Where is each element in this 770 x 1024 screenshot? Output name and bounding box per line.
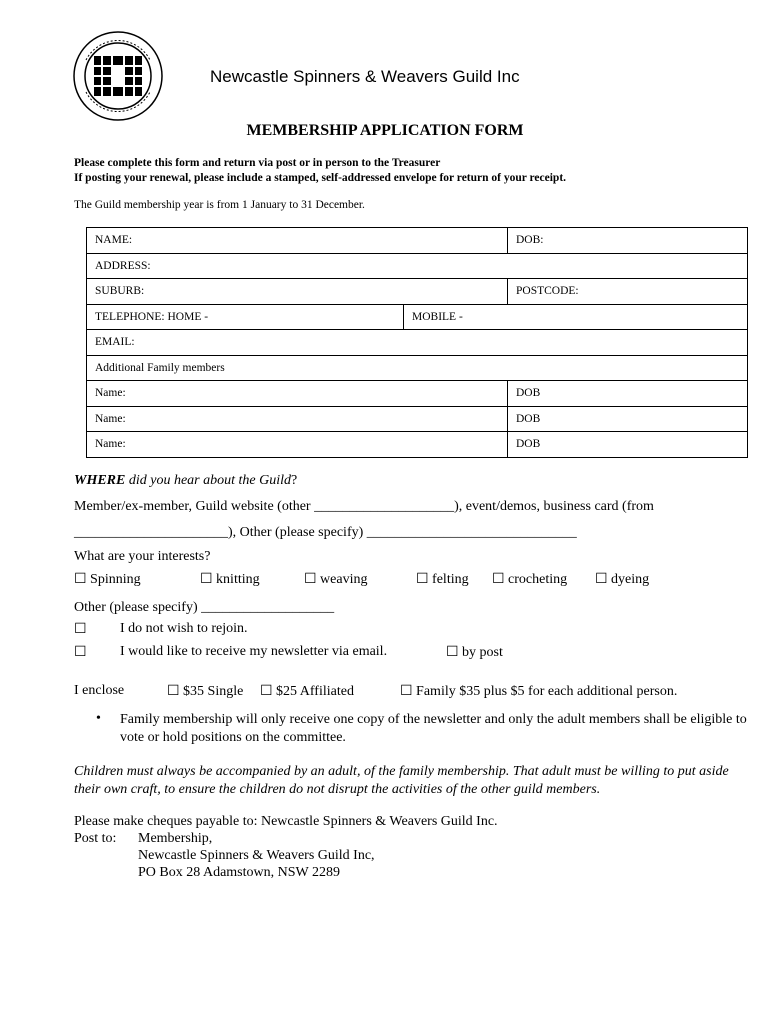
interest-knitting-checkbox[interactable]: ☐ knitting <box>200 572 260 587</box>
newsletter-email-checkbox[interactable]: ☐ <box>74 645 87 660</box>
where-options-line1[interactable]: Member/ex-member, Guild website (other ____________________), event/demos, business card (from <box>74 499 654 514</box>
table-row <box>87 406 748 432</box>
guild-seal-icon <box>72 30 164 122</box>
address-field[interactable]: ADDRESS: <box>87 253 748 279</box>
family-name-field[interactable]: Name: <box>87 406 508 432</box>
family-dob-field[interactable]: DOB <box>508 406 748 432</box>
family-name-field[interactable]: Name: <box>87 432 508 458</box>
where-question <box>74 473 297 489</box>
table-row <box>87 432 748 458</box>
postal-address-line3: PO Box 28 Adamstown, NSW 2289 <box>138 865 340 880</box>
where-question-bold: WHERE <box>74 473 126 488</box>
interests-question: What are your interests? <box>74 549 211 564</box>
suburb-field[interactable]: SUBURB: <box>87 279 508 305</box>
postal-address-line2: Newcastle Spinners & Weavers Guild Inc, <box>138 848 375 863</box>
table-row <box>87 228 748 254</box>
family-dob-field[interactable]: DOB <box>508 381 748 407</box>
applicant-details-table <box>86 227 748 458</box>
where-options-line2[interactable]: ______________________), Other (please specify) ______________________________ <box>74 525 577 540</box>
interest-crocheting-checkbox[interactable]: ☐ crocheting <box>492 572 568 587</box>
where-question-mark: ? <box>291 473 298 488</box>
dob-field[interactable]: DOB: <box>508 228 748 254</box>
postal-address-line1: Membership, <box>138 831 213 846</box>
postcode-field[interactable]: POSTCODE: <box>508 279 748 305</box>
newsletter-email-label: I would like to receive my newsletter via email. <box>120 644 388 659</box>
family-membership-checkbox[interactable]: ☐ Family $35 plus $5 for each additional person. <box>400 684 678 699</box>
interests-other-field[interactable]: Other (please specify) ___________________ <box>74 600 335 615</box>
no-rejoin-checkbox[interactable]: ☐ <box>74 622 87 637</box>
single-membership-checkbox[interactable]: ☐ $35 Single <box>167 684 244 699</box>
interest-spinning-checkbox[interactable]: ☐ Spinning <box>74 572 141 587</box>
family-dob-field[interactable]: DOB <box>508 432 748 458</box>
newsletter-post-checkbox[interactable]: ☐ by post <box>446 645 503 660</box>
form-title: MEMBERSHIP APPLICATION FORM <box>246 122 524 139</box>
cheques-payable: Please make cheques payable to: Newcastle Spinners & Weavers Guild Inc. <box>74 814 498 829</box>
post-to-label: Post to: <box>74 831 117 846</box>
membership-year-note: The Guild membership year is from 1 January to 31 December. <box>74 199 365 211</box>
organisation-name: Newcastle Spinners & Weavers Guild Inc <box>210 67 520 86</box>
bullet-icon: • <box>96 711 101 726</box>
children-note: Children must always be accompanied by an adult, of the family membership. That adult must be willing to put aside their own craft, to ensure the children do not disrupt the activities of the other guild members. <box>74 764 729 797</box>
mobile-field[interactable]: MOBILE - <box>404 304 748 330</box>
name-field[interactable]: NAME: <box>87 228 508 254</box>
guild-logo <box>72 30 164 122</box>
interest-dyeing-checkbox[interactable]: ☐ dyeing <box>595 572 650 587</box>
table-row <box>87 279 748 305</box>
table-row <box>87 381 748 407</box>
table-row <box>87 253 748 279</box>
enclose-label: I enclose <box>74 683 125 698</box>
where-question-text: did you hear about the Guild <box>125 473 292 488</box>
no-rejoin-label: I do not wish to rejoin. <box>120 621 248 636</box>
family-membership-note-text: Family membership will only receive one copy of the newsletter and only the adult members shall be eligible to vote or hold positions on the committee. <box>120 712 747 745</box>
instruction-renewal: If posting your renewal, please include a stamped, self-addressed envelope for return of your receipt. <box>74 172 567 184</box>
table-row <box>87 330 748 356</box>
telephone-home-field[interactable]: TELEPHONE: HOME - <box>87 304 404 330</box>
table-row <box>87 304 748 330</box>
interest-felting-checkbox[interactable]: ☐ felting <box>416 572 469 587</box>
interest-weaving-checkbox[interactable]: ☐ weaving <box>304 572 368 587</box>
family-members-heading: Additional Family members <box>87 355 748 381</box>
table-row <box>87 355 748 381</box>
affiliated-membership-checkbox[interactable]: ☐ $25 Affiliated <box>260 684 354 699</box>
instruction-return: Please complete this form and return via post or in person to the Treasurer <box>74 157 441 169</box>
email-field[interactable]: EMAIL: <box>87 330 748 356</box>
family-name-field[interactable]: Name: <box>87 381 508 407</box>
